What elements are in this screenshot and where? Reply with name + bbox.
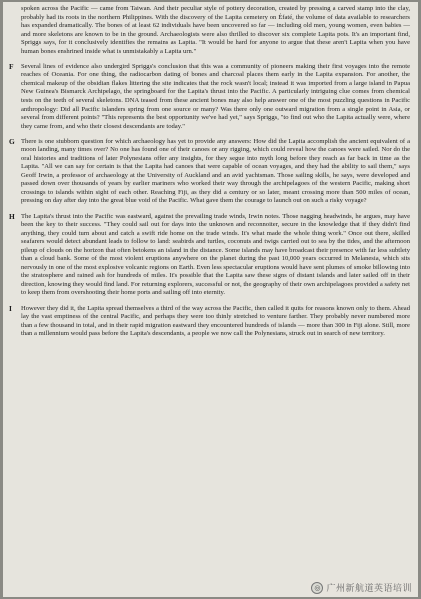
watermark-text: 广州新航道英语培训 (326, 584, 412, 594)
paragraph-text: However they did it, the Lapita spread themselves a third of the way across the Pacific, then called it quits for reasons known only to them. Ahead lay the vast emptiness of the central Pacific, and perhaps they were too thinly stretched to venture farther. They probably never numbered more than a few thousand in total, and in their rapid migration eastward they encountered hundreds of islands — more than 300 in Fiji alone. Still, more than a millennium would pass before the Lapita's descendants, a people we now call the Polynesians, struck out in search of new territory. (21, 304, 410, 338)
paragraph-text: The Lapita's thrust into the Pacific was eastward, against the prevailing trade winds, Irwin notes. Those nagging headwinds, he argues, may have been the key to their success. "They could sail out for days into the unknown and reconnoiter, secure in the knowledge that if they didn't find anything, they could turn about and catch a swift ride home on the trade winds. It's what made the whole thing work." Once out there, skilled seafarers would detect abundant leads to follow to land: seabirds and turtles, coconuts and twigs carried out to sea by the tides, and the afternoon pileup of clouds on the horizon that often betokens an island in the distance. Some islands may have broadcast their presence with far less subtlety than a cloud bank. Some of the most violent eruptions anywhere on the planet during the past 10,000 years occurred in Melanesia, which sits nervously in one of the most explosive volcanic regions on Earth. Even less spectacular eruptions would have sent plumes of smoke billowing into the stratosphere and rained ash for hundreds of miles. It's possible that the Lapita saw these signs of distant islands and later sailed off in their direction, knowing they would find land. For returning explorers, successful or not, the geography of their own archipelagoes provided a safety net to keep them from overshooting their home ports and sailing off into eternity. (21, 212, 410, 297)
paragraph-letter: G (9, 136, 15, 146)
paragraph-g (9, 138, 410, 206)
document-page (3, 2, 418, 597)
watermark (308, 580, 415, 595)
paragraph-letter: H (9, 211, 15, 221)
paragraph-text: spoken across the Pacific — came from Taiwan. And their peculiar style of pottery decoration, created by pressing a carved stamp into the clay, probably had its roots in the northern Philippines. With the discovery of the Lapita cemetery on Éfaté, the volume of data available to researchers has expanded dramatically. The bones of at least 62 individuals have been uncovered so far — including old men, young women, even babies — and more skeletons are known to be in the ground. Archaeologists were also thrilled to discover six complete Lapita pots. It's an important find, Spriggs says, for it conclusively identifies the remains as Lapita. "It would be hard for anyone to argue that these aren't Lapita when you have human bones enshrined inside what is unmistakably a Lapita urn." (21, 5, 410, 55)
paragraph-i (9, 305, 410, 339)
paragraph-continued (9, 5, 410, 56)
paragraph-h (9, 213, 410, 298)
paragraph-letter: I (9, 303, 12, 313)
logo-icon: ◎ (311, 582, 323, 594)
paragraph-text: Several lines of evidence also undergird Spriggs's conclusion that this was a community of pioneers making their first voyages into the remote reaches of Oceania. For one thing, the radiocarbon dating of bones and charcoal places them early in the Lapita expansion. For another, the chemical makeup of the obsidian flakes littering the site indicates that the rock wasn't local; instead it was imported from a large island in Papua New Guinea's Bismarck Archipelago, the springboard for the Lapita's thrust into the Pacific. A particularly intriguing clue comes from chemical tests on the teeth of several skeletons. DNA teased from these ancient bones may also help answer one of the most puzzling questions in Pacific anthropology: Did all Pacific islanders spring from one source or many? Was there only one outward migration from a single point in Asia, or several from different points? "This represents the best opportunity we've had yet," says Spriggs, "to find out who the Lapita actually were, where they came from, and who their closest descendants are today." (21, 62, 410, 130)
paragraph-f (9, 63, 410, 131)
paragraph-letter: F (9, 61, 14, 71)
paragraph-text: There is one stubborn question for which archaeology has yet to provide any answers: How did the Lapita accomplish the ancient equivalent of a moon landing, many times over? No one has found one of their canoes or any rigging, which could reveal how the canoes were sailed. Nor do the oral histories and traditions of later Polynesians offer any insights, for they segue into myth long before they reach as far back in time as the Lapita. "All we can say for certain is that the Lapita had canoes that were capable of ocean voyages, and they had the ability to sail them," says Geoff Irwin, a professor of archaeology at the University of Auckland and an avid yachtsman. Those sailing skills, he says, were developed and passed down over thousands of years by earlier mariners who worked their way through the archipelagoes of the western Pacific, making short crossings to islands within sight of each other. Reaching Fiji, as they did a century or so later, meant crossing more than 500 miles of ocean, pressing on day after day into the great blue void of the Pacific. What gave them the courage to launch out on such a risky voyage? (21, 137, 410, 205)
